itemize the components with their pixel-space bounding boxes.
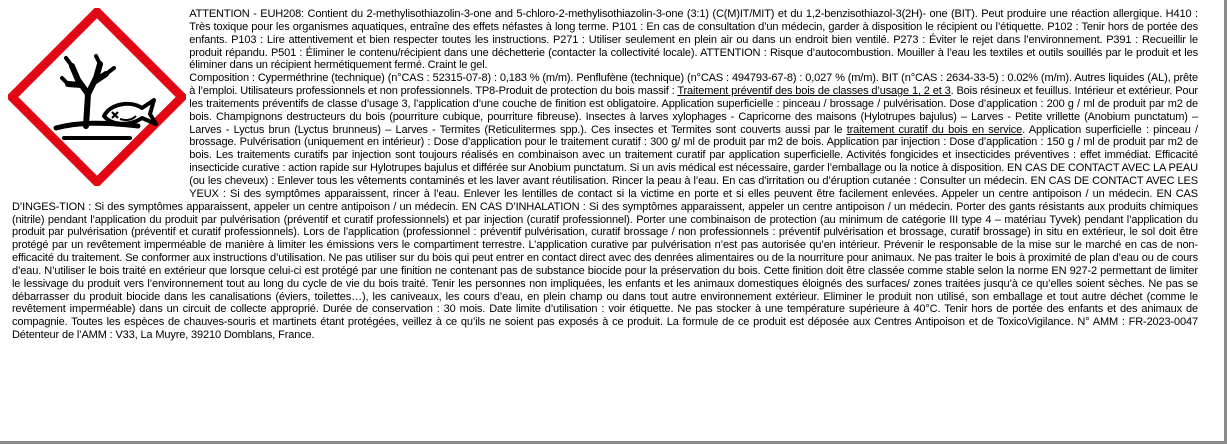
composition-text: Composition : Cyperméthrine (technique) (n°CAS : 52315-07-8) : 0,183 % (m/m). Penflufène (technique) (n°CAS : 494793-67-8) : 0,027 % (m/m). BIT (n°CAS : 2634-33-5) : 0.02% (m/m). Autres liquides (AL), prête à l’emploi. Utilisateurs professionnels et non professionnels. TP8-Produit de protection du bois massif : (189, 72, 1198, 98)
curative-treatment-link: traitement curatif du bois en service (846, 123, 1023, 136)
preventive-treatment-link: Traitement préventif des bois de classes d’usage 1, 2 et 3 (677, 85, 951, 98)
usage-text: . Bois résineux et feuillus. Intérieur et extérieur. Pour les traitements préventifs de classe d’usage 3, l’application d’une couche de finition est obligatoire. Application superficielle : pinceau / brossage / pulvérisation. Dose d’application : 200 g / ml de produit par m2 de bois. Champignons destructeurs du bois (pourriture cubique, pourriture fibreuse). Insectes à larves xylophages - Capricorne des maisons (Hylotrupes bajulus) – Larves - Petite vrillette (Anobium punctatum) – Larves - Lyctus brun (Lyctus brunneus) – Larves - Termites (Reticulitermes spp.). Ces insectes et Termites sont couverts aussi par le (189, 85, 1198, 136)
label-text (12, 8, 1198, 342)
hazard-statements: ATTENTION - EUH208: Contient du 2-methylisothiazolin-3-one and 5-chloro-2-methylisothiazolin-3-one (3:1) (C(M)IT/MIT) et du 1,2-benzisothiazol-3(2H)- one (BIT). Peut produire une réaction allergique. H410 : Très toxique pour les organismes aquatiques, entraîne des effets néfastes à long terme. P101 : En cas de consultation d’un médecin, garder à disposition le récipient ou l’étiquette. P102 : Tenir hors de portée des enfants. P103 : Lire attentivement et bien respecter toutes les instructions. P271 : Utiliser seulement en plein air ou dans un endroit bien ventilé. P273 : Éviter le rejet dans l’environnement. P391 : Recueillir le produit répandu. P501 : Éliminer le contenu/récipient dans une déchetterie (contacter la collectivité locale). ATTENTION : Risque d’autocombustion. Mouiller à l’eau les textiles et outils souillés par le produit et les éliminer dans un récipient hermétiquement fermé. Craint le gel. (189, 8, 1198, 72)
instructions-text: . Application superficielle : pinceau / brossage. Pulvérisation (uniquement en intérieur) : Dose d’application pour le traitement curatif : 300 g/ ml de produit par m2 de bois. Application par injection : Dose d’application : 150 g / ml de produit par m2 de bois. Les traitements curatifs par injection sont toujours réalisés en combinaison avec un traitement curatif par application superficielle. Activités fongicides et insecticides préventives : effet immédiat. Efficacité insecticide curative : action rapide sur Hylotrupes bajulus et différée sur Anobium punctatum. Si un avis médical est nécessaire, garder l’emballage ou la notice à disposition. EN CAS DE CONTACT AVEC LA PEAU (ou les cheveux) : Enlever tous les vêtements contaminés et les laver avant réutilisation. Rincer la peau à l’eau. En cas d’irritation ou d’éruption cutanée : Consulter un médecin. EN CAS DE CONTACT AVEC LES YEUX : Si des symptômes apparaissent, rincer à l’eau. Enlever les lentilles de contact si la victime en porte et si elles peuvent être facilement enlevées. Appeler un centre antipoison / un médecin. EN CAS D’INGES-TION : Si des symptômes apparaissent, appeler un centre antipoison / un médecin. EN CAS D’INHALATION : Si des symptômes apparaissent, appeler un centre antipoison / un médecin. Porter des gants résistants aux produits chimiques (nitrile) pendant l’application du produit par pulvérisation (préventif et curatif professionnels) et par injection (curatif professionnel). Porter une combinaison de protection (au minimum de catégorie III type 4 – matériau Tyvek) pendant l’application du produit par pulvérisation (préventif et curatif professionnels). Lors de l’application (professionnel : préventif pulvérisation, curatif brossage / non professionnels : préventif pulvérisation et brossage, curatif brossage) in situ en extérieur, le sol doit être protégé par un revêtement imperméable de manière à limiter les émissions vers le compartiment terrestre. L’application curative par pulvérisation n’est pas autorisée qu’en intérieur. Prévenir le responsable de la mise sur le marché en cas de non-efficacité du traitement. Se conformer aux instructions d’utilisation. Ne pas utiliser sur du bois qui peut entrer en contact direct avec des denrées alimentaires ou de la nourriture pour animaux. Ne pas traiter le bois à proximité de plan d’eau ou de cours d’eau. N’utiliser le bois traité en extérieur que lorsque celui-ci est protégé par une finition ne contenant pas de substance biocide pour la préservation du bois. Cette finition doit être classée comme stable selon la norme EN 927-2 permettant de limiter le lessivage du produit vers l’environnement tout au long du cycle de vie du bois traité. Tenir les personnes non impliquées, les enfants et les animaux domestiques éloignés des surfaces/ zones traitées jusqu’à ce qu’elles soient sèches. Ne pas se débarrasser du produit biocide dans les canalisations (éviers, toilettes…), les caniveaux, les cours d’eau, en plein champ ou dans tout autre environnement extérieur. Eliminer le produit non utilisé, son emballage et tout autre déchet (comme le revêtement imperméable) dans un circuit de collecte approprié. Durée de conservation : 30 mois. Date limite d’utilisation : voir étiquette. Ne pas stocker à une température supérieure à 40°C. Tenir hors de portée des enfants et des animaux de compagnie. Toutes les espèces de chauves-souris et martinets étant protégées, veillez à ce qu’ils ne soient pas exposés à ce produit. La formule de ce produit est déposée aux Centres Antipoison et de ToxicoVigilance. N° AMM : FR-2023-0047 Détenteur de l’AMM : V33, La Muyre, 39210 Domblans, France. (12, 123, 1198, 342)
